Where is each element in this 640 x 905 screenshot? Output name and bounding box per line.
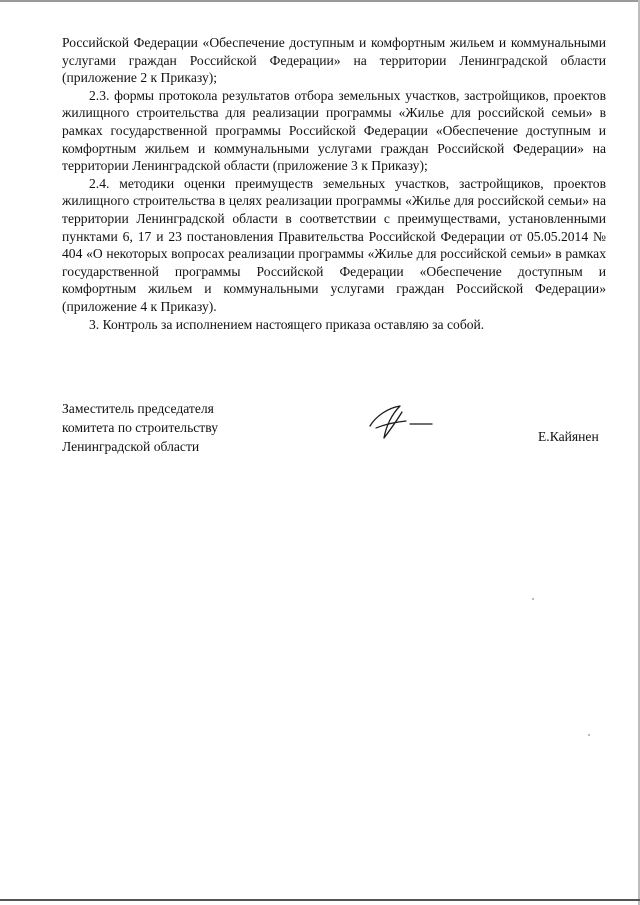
signatory-position — [62, 399, 218, 456]
scan-edge-bottom — [0, 899, 640, 901]
signatory-name: Е.Кайянен — [538, 429, 599, 444]
paragraph-continuation: Российской Федерации «Обеспечение доступным и комфортным жильем и коммунальными услугами граждан Российской Федерации» на территории Ленинградской области (приложение 2 к Приказу); — [62, 35, 606, 86]
signatory-position-line: Заместитель председателя — [62, 401, 214, 416]
paragraph-2-4: 2.4. методики оценки преимуществ земельных участков, застройщиков, проектов жилищного строительства в целях реализации программы «Жилье для российской семьи» на территории Ленинградской области в соответствии с преимуществами, установленными пунктами 6, 17 и 23 постановления Правительства Российской Федерации от 05.05.2014 № 404 «О некоторых вопросах реализации программы «Жилье для российской семьи» в рамках государственной программы Российской Федерации «Обеспечение доступным и комфортным жильем и коммунальными услугами граждан Российской Федерации» (приложение 4 к Приказу). — [62, 175, 606, 314]
scan-speck — [532, 598, 534, 600]
scan-speck — [588, 734, 590, 736]
paragraph-3: 3. Контроль за исполнением настоящего приказа оставляю за собой. — [89, 316, 485, 332]
document-body — [62, 34, 606, 333]
paragraph-2-3: 2.3. формы протокола результатов отбора земельных участков, застройщиков, проектов жилищного строительства для реализации программы «Жилье для российской семьи» в рамках государственной программы Российской Федерации «Обеспечение доступным и комфортным жильем и коммунальными услугами граждан Российской Федерации» на территории Ленинградской области (приложение 3 к Приказу); — [62, 87, 606, 174]
handwritten-signature — [366, 404, 436, 442]
signatory-position-line: Ленинградской области — [62, 439, 200, 454]
scan-edge-top — [0, 0, 640, 2]
signatory-position-line: комитета по строительству — [62, 420, 219, 435]
